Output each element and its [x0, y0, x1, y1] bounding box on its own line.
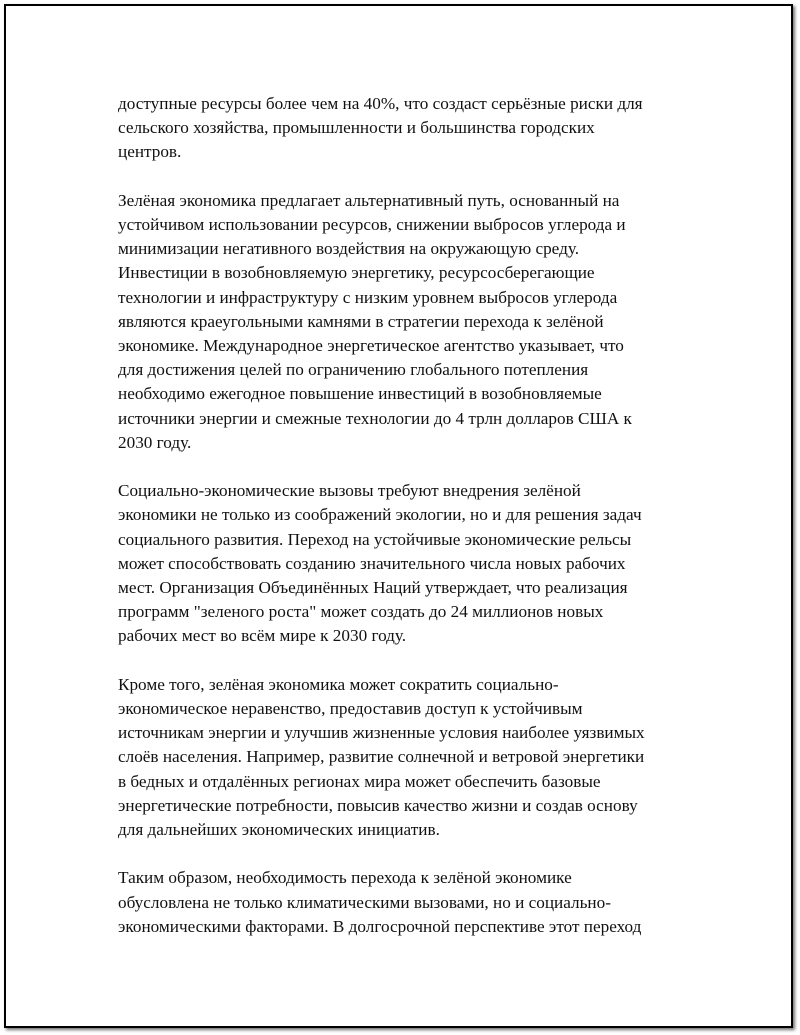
paragraph-4: Кроме того, зелёная экономика может сократить социально- экономическое неравенство, предоставив доступ к устойчивым источникам энергии и улучшив жизненные условия наиболее уязвимых слоёв населения. Например, развитие солнечной и ветровой энергетики в бедных и отдалённых регионах мира может обеспечить базовые энергетические потребности, повысив качество жизни и создав основу для дальнейших экономических инициатив. [118, 674, 645, 840]
paragraph-3: Социально-экономические вызовы требуют внедрения зелёной экономики не только из соображений экологии, но и для решения задач социального развития. Переход на устойчивые экономические рельсы может способствовать созданию значительного числа новых рабочих мест. Организация Объединённых Наций утверждает, что реализация программ "зеленого роста" может создать до 24 миллионов новых рабочих мест во всём мире к 2030 году. [118, 481, 642, 646]
paragraph-1: доступные ресурсы более чем на 40%, что создаст серьёзные риски для сельского хозяйства, промышленности и большинства городских центров. [118, 94, 643, 162]
document-body [118, 92, 688, 963]
paragraph-5: Таким образом, необходимость перехода к зелёной экономике обусловлена не только климатическими вызовами, но и социально- экономическими факторами. В долгосрочной перспективе этот переход [118, 868, 642, 936]
paragraph-2: Зелёная экономика предлагает альтернативный путь, основанный на устойчивом использовании ресурсов, снижении выбросов углерода и минимизации негативного воздействия на окружающую среду. Инвестиции в возобновляемую энергетику, ресурсосберегающие технологии и инфраструктуру с низким уровнем выбросов углерода являются краеугольными камнями в стратегии перехода к зелёной экономике. Международное энергетическое агентство указывает, что для достижения целей по ограничению глобального потепления необходимо ежегодное повышение инвестиций в возобновляемые источники энергии и смежные технологии до 4 трлн долларов США к 2030 году. [118, 190, 632, 452]
